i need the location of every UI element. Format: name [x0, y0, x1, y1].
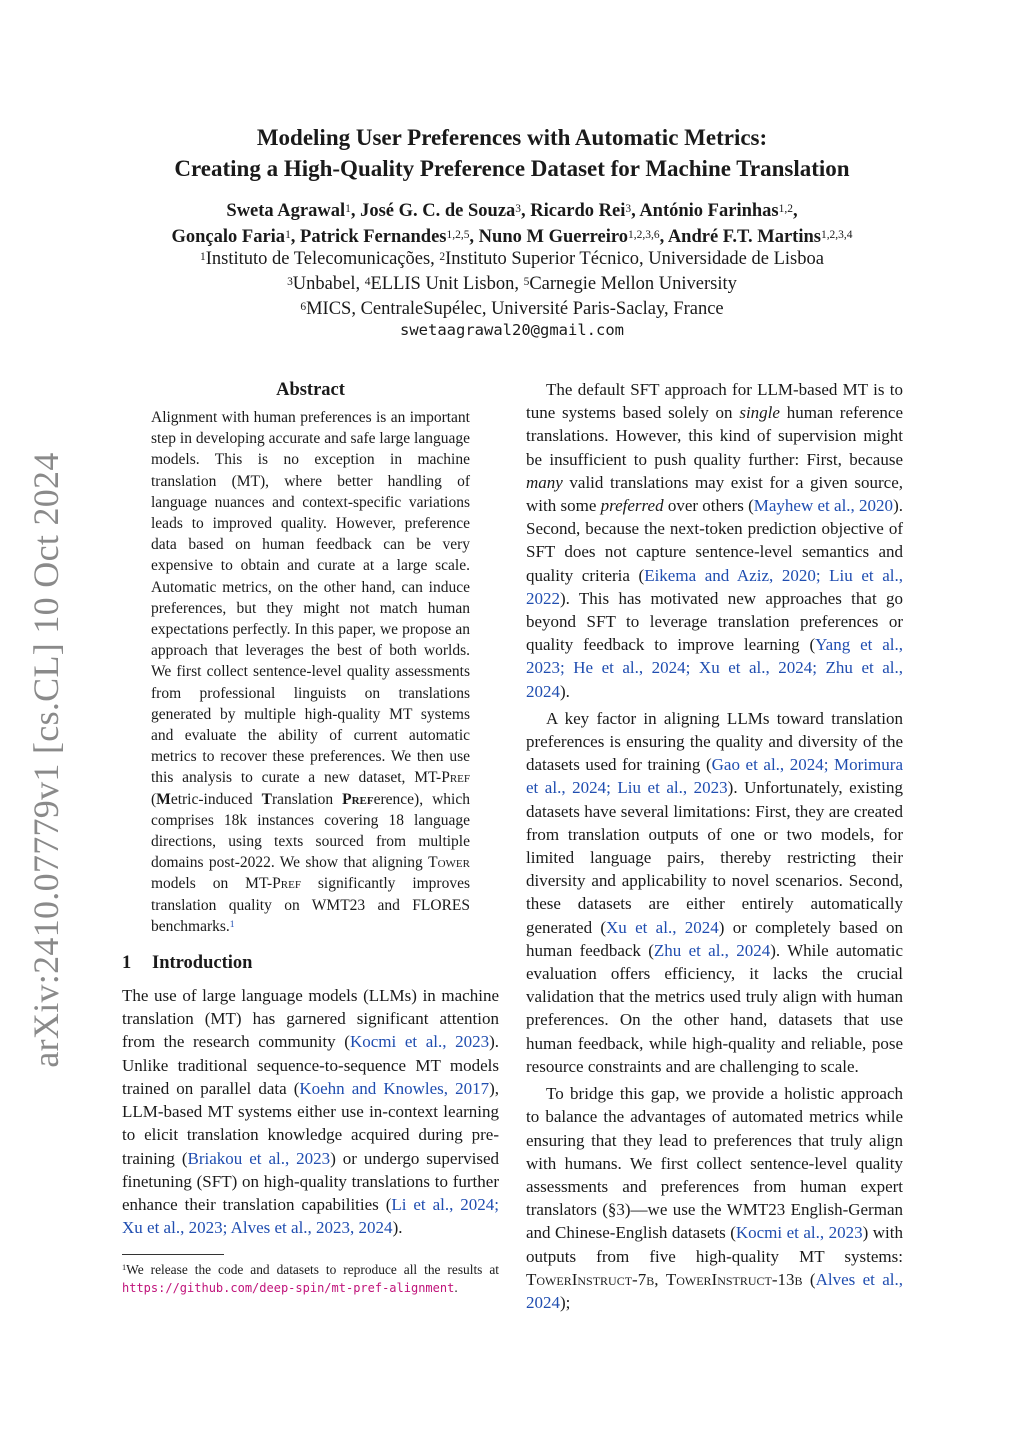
paper-title	[0, 122, 1024, 184]
text: valid translations may exist for a given source, with some	[526, 472, 903, 516]
text: Alignment with human preferences is an important step in developing accurate and safe large language models. This is no exception in machine translation (MT), where better handling of language nuances and context-specific variations leads to improved quality. However, preference data based on human feedback can be very expensive to obtain and curate at a large scale. Automatic metrics, on the other hand, can induce preferences, but they might not match human expectations perfectly. In this paper, we propose an approach that leverages the best of both worlds. We first collect sentence-level quality assessments from professional linguists on translations generated by multiple high-quality MT systems and evaluate the ability of current automatic metrics to recover these preferences. We then use this analysis to curate a new dataset, MT-	[151, 409, 470, 787]
left-column	[122, 378, 499, 1297]
author-affil-sup: 3	[515, 203, 522, 215]
citation-link[interactable]: Yang et al., 2023; He et al., 2024; Xu et al., 2024; Zhu et al., 2024	[526, 635, 903, 701]
affiliation: MICS, CentraleSupélec, Université Paris-Saclay, France	[306, 299, 724, 319]
text: (	[802, 1269, 816, 1289]
affiliation: Instituto de Telecomunicações,	[205, 249, 440, 269]
citation-link[interactable]: Briakou et al., 2023	[187, 1148, 331, 1168]
affiliation: ELLIS Unit Lisbon,	[370, 274, 524, 294]
author-name: Ricardo Rei	[530, 201, 626, 221]
text: ).	[392, 1218, 403, 1238]
citation-link[interactable]: Zhu et al., 2024	[653, 940, 771, 960]
smallcaps-text: Pref	[272, 875, 301, 893]
affil-sup: 2	[439, 251, 446, 263]
text: .	[454, 1279, 458, 1295]
author-line-2: Gonçalo Faria$^1$, Patrick Fernandes$^{1,2,5}$, Nuno M Guerreiro$^{1,2,3,6}$, André F.T. Martins$^{1,2,3,4}$	[171, 227, 853, 247]
affiliations	[0, 247, 1024, 322]
model-name: TowerInstruct-13b	[665, 1269, 803, 1289]
text: (	[151, 790, 157, 808]
text: A key factor in aligning LLMs toward translation preferences is ensuring the quality and diversity of the datasets used for training (	[526, 708, 903, 775]
author-affil-sup: 1	[345, 203, 351, 215]
section-title: Introduction	[152, 953, 253, 974]
citation-link[interactable]: Alves et al., 2024	[526, 1269, 903, 1312]
citation-link[interactable]: Kocmi et al., 2023	[349, 1032, 490, 1052]
author-name: José G. C. de Souza	[360, 201, 516, 221]
text: The use of large language models (LLMs) in machine translation (MT) has garnered significant attention from the research community (	[122, 986, 499, 1052]
text: ) or completely based on human feedback (	[526, 917, 903, 960]
arxiv-stamp: arXiv:2410.07779v1 [cs.CL] 10 Oct 2024	[26, 452, 66, 1068]
text: The default SFT approach for LLM-based MT is to tune systems based solely on	[526, 380, 903, 423]
author-name: Sweta Agrawal	[226, 201, 346, 221]
text: );	[560, 1292, 571, 1312]
author-name: Gonçalo Faria	[171, 227, 286, 247]
text: ,	[654, 1269, 666, 1289]
title-line-1: Modeling User Preferences with Automatic Metrics:	[256, 125, 768, 150]
body-paragraph	[526, 707, 903, 1078]
emphasis: many	[526, 472, 563, 492]
smallcaps-text: Pref	[441, 769, 470, 787]
body-paragraph	[526, 378, 903, 703]
model-name: TowerInstruct-7b	[526, 1269, 655, 1289]
author-affil-sup: 1,2,3,6	[628, 229, 660, 241]
author-affil-sup: 1,2,3,4	[820, 229, 853, 241]
text: erence), which comprises 18k instances covering 18 language directions, using texts sourced from multiple domains post-2022. We show that aligning	[151, 790, 470, 872]
text: ) or undergo supervised finetuning (SFT) on high-quality translations to further enhance their translation capabilities (	[122, 1148, 499, 1214]
right-column	[526, 378, 903, 1314]
intro-paragraph	[122, 984, 499, 1239]
body-paragraph	[526, 1082, 903, 1314]
section-heading	[122, 951, 499, 975]
citation-link[interactable]: Li et al., 2024; Xu et al., 2023; Alves et al., 2023, 2024	[122, 1194, 499, 1238]
affil-sup: 6	[300, 301, 307, 313]
smallcaps-text: Tower	[428, 854, 470, 872]
citation-link[interactable]: Kocmi et al., 2023	[735, 1223, 863, 1243]
affiliation: Instituto Superior Técnico, Universidade de Lisboa	[445, 249, 824, 269]
text: ). This has motivated new approaches that go beyond SFT to leverage translation preferences or quality feedback to improve learning (	[526, 588, 903, 655]
text: ).	[560, 681, 570, 701]
affiliation-line-3	[0, 297, 1024, 322]
citation-link[interactable]: Eikema and Aziz, 2020; Liu et al., 2022	[526, 565, 903, 608]
text: significantly improves translation quality on WMT23 and FLORES benchmarks.	[151, 875, 471, 935]
text: ranslation	[271, 790, 343, 808]
text: ). While automatic evaluation offers efficiency, it lacks the crucial validation that the metrics used truly align with human preferences. On the other hand, datasets that use human feedback, while high-quality and reliable, pose resource constraints and are challenging to scale.	[526, 940, 904, 1076]
author-affil-sup: 1	[285, 229, 291, 241]
author-name: António Farinhas	[639, 201, 779, 221]
citation-link[interactable]: Gao et al., 2024; Morimura et al., 2024; Liu et al., 2023	[526, 755, 903, 798]
text: To bridge this gap, we provide a holistic approach to balance the advantages of automated metrics while ensuring that they lead to preferences that truly align with humans. We first collect sentence-level quality assessments and preferences from human expert translators (§3)—we use the WMT23 English-German and Chinese-English datasets (	[526, 1084, 903, 1243]
bold-smallcaps: Pref	[342, 790, 374, 808]
affiliation: Unbabel,	[292, 274, 365, 294]
bold-letter: M	[156, 790, 171, 808]
author-name: André F.T. Martins	[667, 227, 821, 247]
affiliation-line-1	[0, 247, 1024, 272]
abstract-body	[151, 407, 470, 937]
citation-link[interactable]: Koehn and Knowles, 2017	[299, 1078, 490, 1098]
affil-sup: 3	[287, 276, 293, 288]
author-name: Nuno M Guerreiro	[478, 227, 629, 247]
footnote-divider	[122, 1254, 224, 1255]
text: over others (	[663, 496, 754, 516]
text: ). Second, because the next-token prediction objective of SFT does not capture sentence-level semantics and quality criteria (	[526, 496, 903, 585]
author-affil-sup: 1,2,5	[446, 229, 470, 241]
text: human reference translations. However, this kind of supervision might be insufficient to push quality further: First, because	[526, 403, 903, 469]
author-affil-sup: 3	[625, 203, 632, 215]
citation-link[interactable]: Xu et al., 2024	[606, 917, 719, 937]
text: models on MT-	[151, 875, 273, 893]
author-name: Patrick Fernandes	[300, 227, 447, 247]
affil-sup: 5	[523, 276, 530, 288]
affil-sup: 1	[200, 251, 206, 263]
text: ). Unlike traditional sequence-to-sequence MT models trained on parallel data (	[122, 1032, 499, 1098]
emphasis: single	[739, 403, 780, 423]
footnote-text: We release the code and datasets to reproduce all the results at	[126, 1262, 499, 1278]
footnote	[122, 1261, 499, 1297]
text: ) with outputs from five high-quality MT systems:	[526, 1223, 903, 1266]
abstract-heading: Abstract	[276, 380, 345, 400]
bold-letter: T	[261, 790, 272, 808]
author-list	[0, 198, 1024, 250]
author-email[interactable]: swetaagrawal20@gmail.com	[400, 321, 624, 339]
footnote-ref[interactable]: 1	[229, 918, 235, 930]
footnote-mark: 1	[122, 1263, 127, 1273]
section-number: 1	[122, 953, 132, 974]
citation-link[interactable]: Mayhew et al., 2020	[753, 496, 894, 516]
text: etric-induced	[170, 790, 262, 808]
affiliation: Carnegie Mellon University	[529, 274, 737, 294]
emphasis: preferred	[600, 496, 664, 516]
affiliation-line-2	[0, 272, 1024, 297]
author-line-1: Sweta Agrawal$^1$, José G. C. de Souza$^3$, Ricardo Rei$^3$, António Farinhas$^{1,2}$,	[226, 201, 798, 221]
affil-sup: 4	[364, 276, 371, 288]
text: ), LLM-based MT systems either use in-context learning to elicit translation knowledge acquired during pre-training (	[122, 1078, 499, 1168]
author-affil-sup: 1,2	[778, 203, 793, 215]
repository-link[interactable]: https://github.com/deep-spin/mt-pref-alignment	[122, 1280, 455, 1295]
text: ). Unfortunately, existing datasets have several limitations: First, they are created from translation outputs of one or two models, for limited language pairs, thereby restricting their diversity and applicability to novel scenarios. Second, these datasets are either entirely automatically generated (	[526, 778, 904, 937]
title-line-2: Creating a High-Quality Preference Dataset for Machine Translation	[174, 156, 850, 181]
